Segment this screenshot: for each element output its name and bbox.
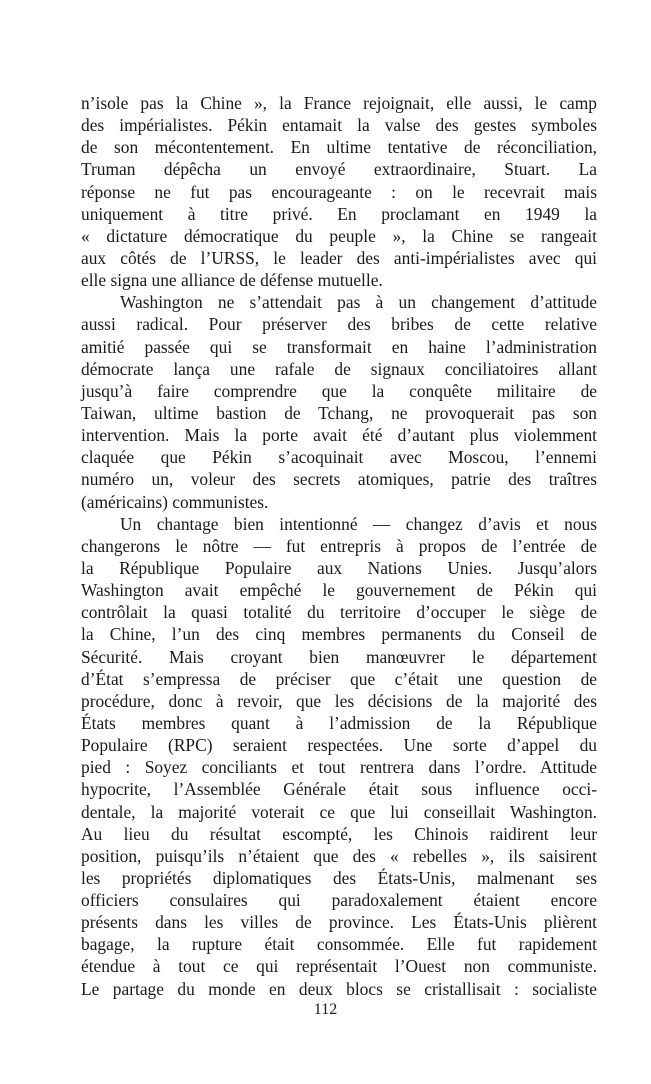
text-line: dentale, la majorité voterait ce que lui conseillait Washington.: [81, 801, 597, 822]
page-number: 112: [313, 1001, 338, 1018]
text-line: Un chantage bien intentionné — changez d’avis et nous: [120, 513, 597, 534]
text-line: aux côtés de l’URSS, le leader des anti-impérialistes avec qui: [81, 247, 597, 268]
text-line: Au lieu du résultat escompté, les Chinois raidirent leur: [81, 823, 597, 844]
text-line: « dictature démocratique du peuple », la Chine se rangeait: [81, 225, 597, 246]
text-line: étendue à tout ce qui représentait l’Ouest non communiste.: [81, 956, 597, 977]
text-line: hypocrite, l’Assemblée Générale était sous influence occi-: [81, 779, 597, 800]
text-line: de son mécontentement. En ultime tentative de réconciliation,: [81, 137, 597, 158]
text-line: d’État s’empressa de préciser que c’était une question de: [81, 668, 597, 689]
text-line: numéro un, voleur des secrets atomiques, patrie des traîtres: [81, 469, 597, 490]
text-line: la République Populaire aux Nations Unies. Jusqu’alors: [81, 557, 597, 578]
text-line: uniquement à titre privé. En proclamant en 1949 la: [81, 203, 597, 224]
text-line: Truman dépêcha un envoyé extraordinaire, Stuart. La: [81, 159, 597, 180]
text-line: Washington ne s’attendait pas à un changement d’attitude: [120, 292, 597, 313]
text-line: claquée que Pékin s’acoquinait avec Moscou, l’ennemi: [81, 447, 597, 468]
text-line: officiers consulaires qui paradoxalement étaient encore: [81, 890, 597, 911]
text-line: procédure, donc à revoir, que les décisions de la majorité des: [81, 690, 597, 711]
text-line: jusqu’à faire comprendre que la conquête militaire de: [81, 380, 597, 401]
text-line: la Chine, l’un des cinq membres permanents du Conseil de: [81, 624, 597, 645]
text-line: pied : Soyez conciliants et tout rentrera dans l’ordre. Attitude: [81, 757, 597, 778]
text-line: contrôlait la quasi totalité du territoire d’occuper le siège de: [81, 602, 597, 623]
text-line: intervention. Mais la porte avait été d’autant plus violemment: [81, 425, 597, 446]
text-line: les propriétés diplomatiques des États-Unis, malmenant ses: [81, 867, 597, 888]
text-line: Washington avait empêché le gouvernement de Pékin qui: [81, 580, 597, 601]
text-line: Taiwan, ultime bastion de Tchang, ne provoquerait pas son: [81, 402, 597, 423]
text-line: États membres quant à l’admission de la République: [81, 712, 597, 733]
text-line: Sécurité. Mais croyant bien manœuvrer le département: [81, 646, 597, 667]
text-line: démocrate lança une rafale de signaux conciliatoires allant: [81, 358, 597, 379]
text-line: n’isole pas la Chine », la France rejoignait, elle aussi, le camp: [81, 93, 597, 113]
text-line: (américains) communistes.: [81, 491, 269, 512]
text-line: présents dans les villes de province. Les États-Unis plièrent: [81, 912, 597, 933]
text-line: elle signa une alliance de défense mutuelle.: [81, 270, 383, 291]
text-line: bagage, la rupture était consommée. Elle fut rapidement: [81, 934, 597, 955]
text-line: position, puisqu’ils n’étaient que des « rebelles », ils saisirent: [81, 845, 597, 866]
text-line: changerons le nôtre — fut entrepris à propos de l’entrée de: [81, 535, 597, 556]
text-line: amitié passée qui se transformait en haine l’administration: [81, 336, 597, 357]
text-line: réponse ne fut pas encourageante : on le recevrait mais: [81, 181, 597, 202]
body-text: [81, 92, 597, 1000]
text-line: des impérialistes. Pékin entamait la valse des gestes symboles: [81, 115, 597, 136]
text-line: aussi radical. Pour préserver des bribes de cette relative: [81, 314, 597, 335]
text-line: Populaire (RPC) seraient respectées. Une sorte d’appel du: [81, 735, 597, 756]
text-line: Le partage du monde en deux blocs se cristallisait : socialiste: [81, 978, 597, 999]
